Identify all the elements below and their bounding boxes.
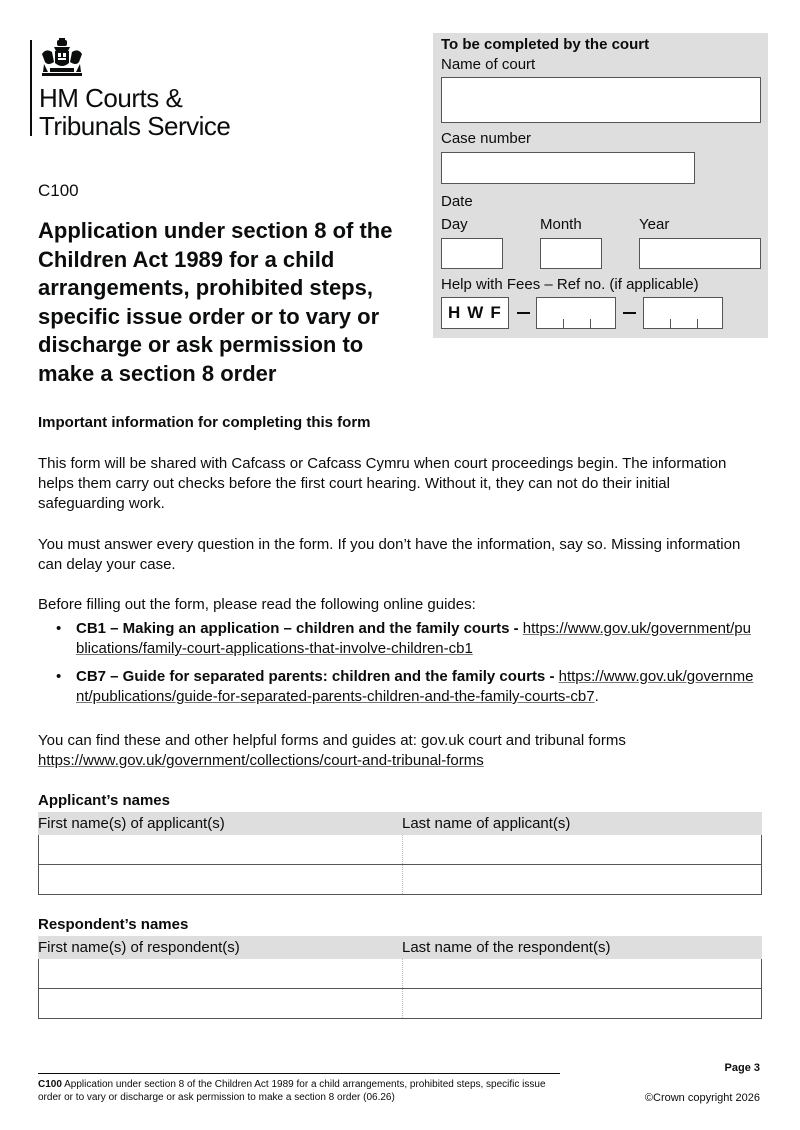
list-item <box>38 667 758 707</box>
month-label: Month <box>540 216 582 233</box>
applicant-last-name-header: Last name of applicant(s) <box>402 815 571 832</box>
guide-link-cb1[interactable]: https://www.gov.uk/government/publications/family-court-applications-that-involve-children-cb1 <box>76 620 751 657</box>
important-info-para-1: This form will be shared with Cafcass or Cafcass Cymru when court proceedings begin. The information helps them carry out checks before the first court hearing. Without it, they can not do their initial safeguarding work. <box>38 455 727 512</box>
forms-guides-text <box>38 731 758 771</box>
form-code: C100 <box>38 181 79 200</box>
footer-divider <box>38 1073 560 1074</box>
name-of-court-label: Name of court <box>441 56 536 73</box>
hwf-dash-1 <box>517 312 530 314</box>
respondents-table <box>38 936 762 1019</box>
applicants-table <box>38 812 762 895</box>
table-row[interactable] <box>38 865 762 895</box>
respondents-heading: Respondent’s names <box>38 916 189 933</box>
page-number: Page 3 <box>724 1062 760 1074</box>
logo-line-1: HM Courts & <box>39 83 183 113</box>
guide-title-cb1: CB1 – Making an application – children and the family courts - <box>76 620 519 637</box>
date-label: Date <box>441 193 473 210</box>
hmcts-logo <box>30 38 330 141</box>
hwf-ref-field-2[interactable] <box>643 297 723 329</box>
footer-form-code: C100 <box>38 1079 62 1090</box>
month-field[interactable] <box>540 238 602 269</box>
guide-link-cb7[interactable]: https://www.gov.uk/government/publications/guide-for-separated-parents-children-and-the-family-courts-cb7 <box>76 668 754 705</box>
forms-guides-line: You can find these and other helpful forms and guides at: gov.uk court and tribunal forms <box>38 732 626 749</box>
page-title: Application under section 8 of the Children Act 1989 for a child arrangements, prohibited steps, specific issue order or to vary or discharge or ask permission to make a section 8 order <box>38 218 393 386</box>
applicants-heading: Applicant’s names <box>38 792 170 809</box>
court-box-heading: To be completed by the court <box>441 36 650 53</box>
table-row[interactable] <box>38 835 762 865</box>
table-row[interactable] <box>38 959 762 989</box>
respondent-last-name-header: Last name of the respondent(s) <box>402 939 611 956</box>
year-field[interactable] <box>639 238 761 269</box>
guide-suffix-cb7: . <box>594 688 599 705</box>
year-label: Year <box>639 216 670 233</box>
case-number-label: Case number <box>441 130 532 147</box>
important-info-heading: Important information for completing this form <box>38 414 371 431</box>
hwf-dash-2 <box>623 312 636 314</box>
hwf-prefix-box: HWF <box>441 297 509 329</box>
important-info-para-3: Before filling out the form, please read the following online guides: <box>38 596 476 613</box>
applicant-first-name-header: First name(s) of applicant(s) <box>38 815 225 832</box>
logo-line-2: Tribunals Service <box>39 111 231 141</box>
forms-guides-link[interactable]: https://www.gov.uk/government/collections/court-and-tribunal-forms <box>38 752 484 769</box>
applicants-table-header <box>38 812 762 835</box>
table-row[interactable] <box>38 989 762 1019</box>
name-of-court-field[interactable] <box>441 77 761 123</box>
royal-crest-icon <box>38 38 86 80</box>
respondents-table-header <box>38 936 762 959</box>
logo-text <box>39 84 230 140</box>
court-use-box <box>433 33 768 338</box>
footer-description: Application under section 8 of the Children Act 1989 for a child arrangements, prohibited steps, specific issue order or to vary or discharge or ask permission to make a section 8 order (06.26) <box>38 1079 546 1103</box>
logo-bar <box>30 40 32 136</box>
day-field[interactable] <box>441 238 503 269</box>
important-info-para-2: You must answer every question in the form. If you don’t have the information, say so. Missing information can delay your case. <box>38 536 741 573</box>
day-label: Day <box>441 216 468 233</box>
list-item <box>38 619 758 659</box>
hwf-label: Help with Fees – Ref no. (if applicable) <box>441 276 699 293</box>
guides-list <box>38 619 758 715</box>
respondent-first-name-header: First name(s) of respondent(s) <box>38 939 240 956</box>
case-number-field[interactable] <box>441 152 695 184</box>
guide-title-cb7: CB7 – Guide for separated parents: children and the family courts - <box>76 668 555 685</box>
footer-text <box>38 1078 558 1104</box>
hwf-ref-field-1[interactable] <box>536 297 616 329</box>
copyright: ©Crown copyright 2026 <box>644 1092 760 1104</box>
